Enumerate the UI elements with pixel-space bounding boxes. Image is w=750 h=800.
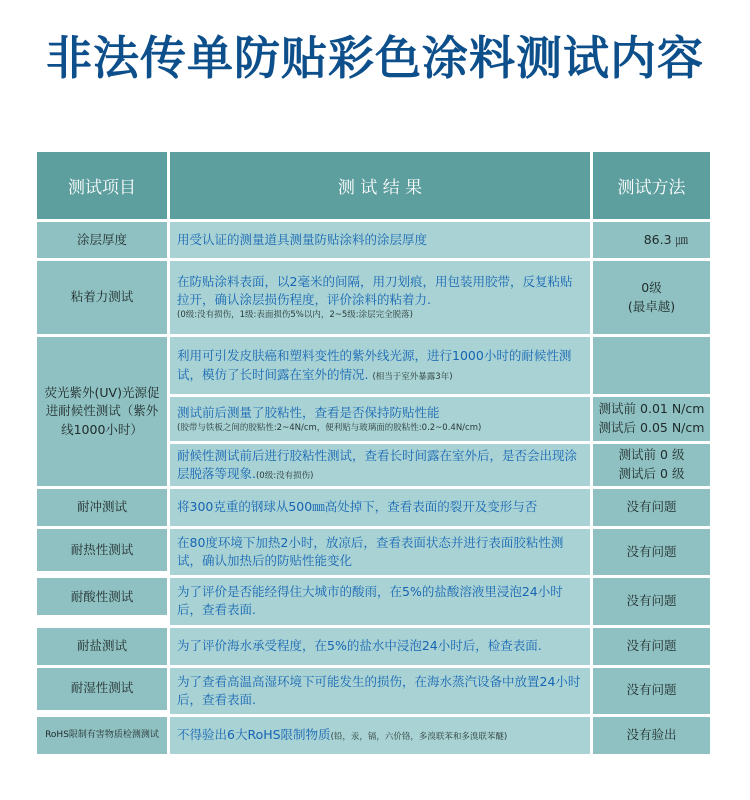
row-uv-sub2-after: 测试后 0.05 N/cm [598, 420, 705, 435]
header-item: 测试项目 [37, 152, 167, 219]
row-adhesion-note: (0级:没有损伤，1级:表面损伤5%以内，2~5级:涂层完全脱落) [177, 310, 413, 321]
row-adhesion-method-desc: (最卓越) [627, 298, 676, 314]
row-rohs-result [170, 717, 590, 754]
row-heat-result-text: 在80度环境下加热2小时，放凉后，查看表面状态并进行表面胶粘性测试，确认加热后的防贴性能变化 [177, 535, 564, 569]
row-impact-result [170, 489, 590, 526]
row-acid-item: 耐酸性测试 [37, 578, 167, 615]
row-rohs-result-text: 不得验出6大RoHS限制物质 [177, 727, 331, 743]
page-title: 非法传单防贴彩色涂料测试内容 [46, 31, 704, 85]
row-uv-sub2-note: (胶带与铁板之间的胶粘性:2~4N/cm，便利贴与玻璃面的胶粘性:0.2~0.4N/cm) [177, 422, 482, 433]
row-acid-result [170, 578, 590, 624]
header-method: 测试方法 [593, 152, 710, 219]
row-humidity-method: 没有问题 [593, 668, 710, 714]
row-heat-result [170, 529, 590, 575]
row-heat-item: 耐热性测试 [37, 529, 167, 571]
row-humidity-result-text: 为了查看高温高湿环境下可能发生的损伤，在海水蒸汽设备中放置24小时后，查看表面. [177, 673, 581, 707]
row-humidity-result [170, 668, 590, 714]
row-adhesion-method-grade: 0级 [641, 279, 662, 295]
row-uv-sub3-method [593, 444, 710, 486]
row-salt-item: 耐盐测试 [37, 628, 167, 665]
row-adhesion-method [593, 261, 710, 334]
row-uv-sub1-note: (相当于室外暴露3年) [372, 371, 453, 382]
row-uv-sub2-before: 测试前 0.01 N/cm [598, 401, 705, 417]
row-thickness-item: 涂层厚度 [37, 222, 167, 258]
row-impact-item: 耐冲测试 [37, 489, 167, 526]
test-table [37, 152, 710, 754]
row-uv-methods [593, 337, 710, 486]
row-acid-method: 没有问题 [593, 578, 710, 624]
row-thickness-result-text: 用受认证的测量道具测量防贴涂料的涂层厚度 [177, 231, 428, 247]
row-impact-result-text: 将300克重的钢球从500㎜高处掉下，查看表面的裂开及变形与否 [177, 499, 538, 515]
row-thickness-method: 86.3 ㎛ [593, 222, 710, 258]
row-rohs-method: 没有验出 [593, 717, 710, 754]
row-adhesion-result [170, 261, 590, 334]
row-uv-sub1-text: 利用可引发皮肤癌和塑料变性的紫外线光源，进行1000小时的耐候性测试，模仿了长时间露在室外的情况. [177, 348, 572, 382]
row-uv-sub3-result [170, 444, 590, 486]
row-acid-result-text: 为了评价是否能经得住大城市的酸雨，在5%的盐酸溶液里浸泡24小时后，查看表面. [177, 584, 563, 618]
row-uv-results [170, 337, 590, 486]
row-salt-result-text: 为了评价海水承受程度，在5%的盐水中浸泡24小时后，检查表面. [177, 637, 542, 653]
row-uv-sub2-result [170, 397, 590, 441]
row-uv-sub2-method [593, 397, 710, 441]
row-salt-method: 没有问题 [593, 628, 710, 665]
row-heat-method: 没有问题 [593, 529, 710, 575]
row-salt-result [170, 628, 590, 665]
row-adhesion-result-text: 在防贴涂料表面，以2毫米的间隔，用刀划痕，用包装用胶带，反复粘贴拉开，确认涂层损伤程度，评价涂料的粘着力. [177, 274, 573, 308]
row-uv-sub2-text: 测试前后测量了胶粘性，查看是否保持防贴性能 [177, 404, 440, 420]
row-adhesion-item: 粘着力测试 [37, 261, 167, 334]
row-uv-sub3-after: 测试后 0 级 [618, 466, 685, 481]
row-uv-sub3-text: 耐候性测试前后进行胶粘性测试，查看长时间露在室外后，是否会出现涂层脱落等现象. [177, 447, 578, 481]
row-uv-sub1-method [593, 337, 710, 394]
row-uv-sub3-before: 测试前 0 级 [618, 447, 685, 463]
row-uv-item: 荧光紫外(UV)光源促进耐候性测试（紫外线1000小时） [37, 337, 167, 486]
row-uv-sub3-note: (0级:没有损伤) [255, 471, 314, 481]
row-humidity-item: 耐湿性测试 [37, 668, 167, 710]
header-result: 测 试 结 果 [170, 152, 590, 219]
row-uv-sub1-result [170, 337, 590, 394]
row-impact-method: 没有问题 [593, 489, 710, 526]
row-thickness-result [170, 222, 590, 258]
row-rohs-note: (铅，汞，镉，六价铬，多溴联苯和多溴联苯醚) [330, 732, 508, 743]
row-rohs-item: RoHS限制有害物质检测测试 [37, 717, 167, 754]
